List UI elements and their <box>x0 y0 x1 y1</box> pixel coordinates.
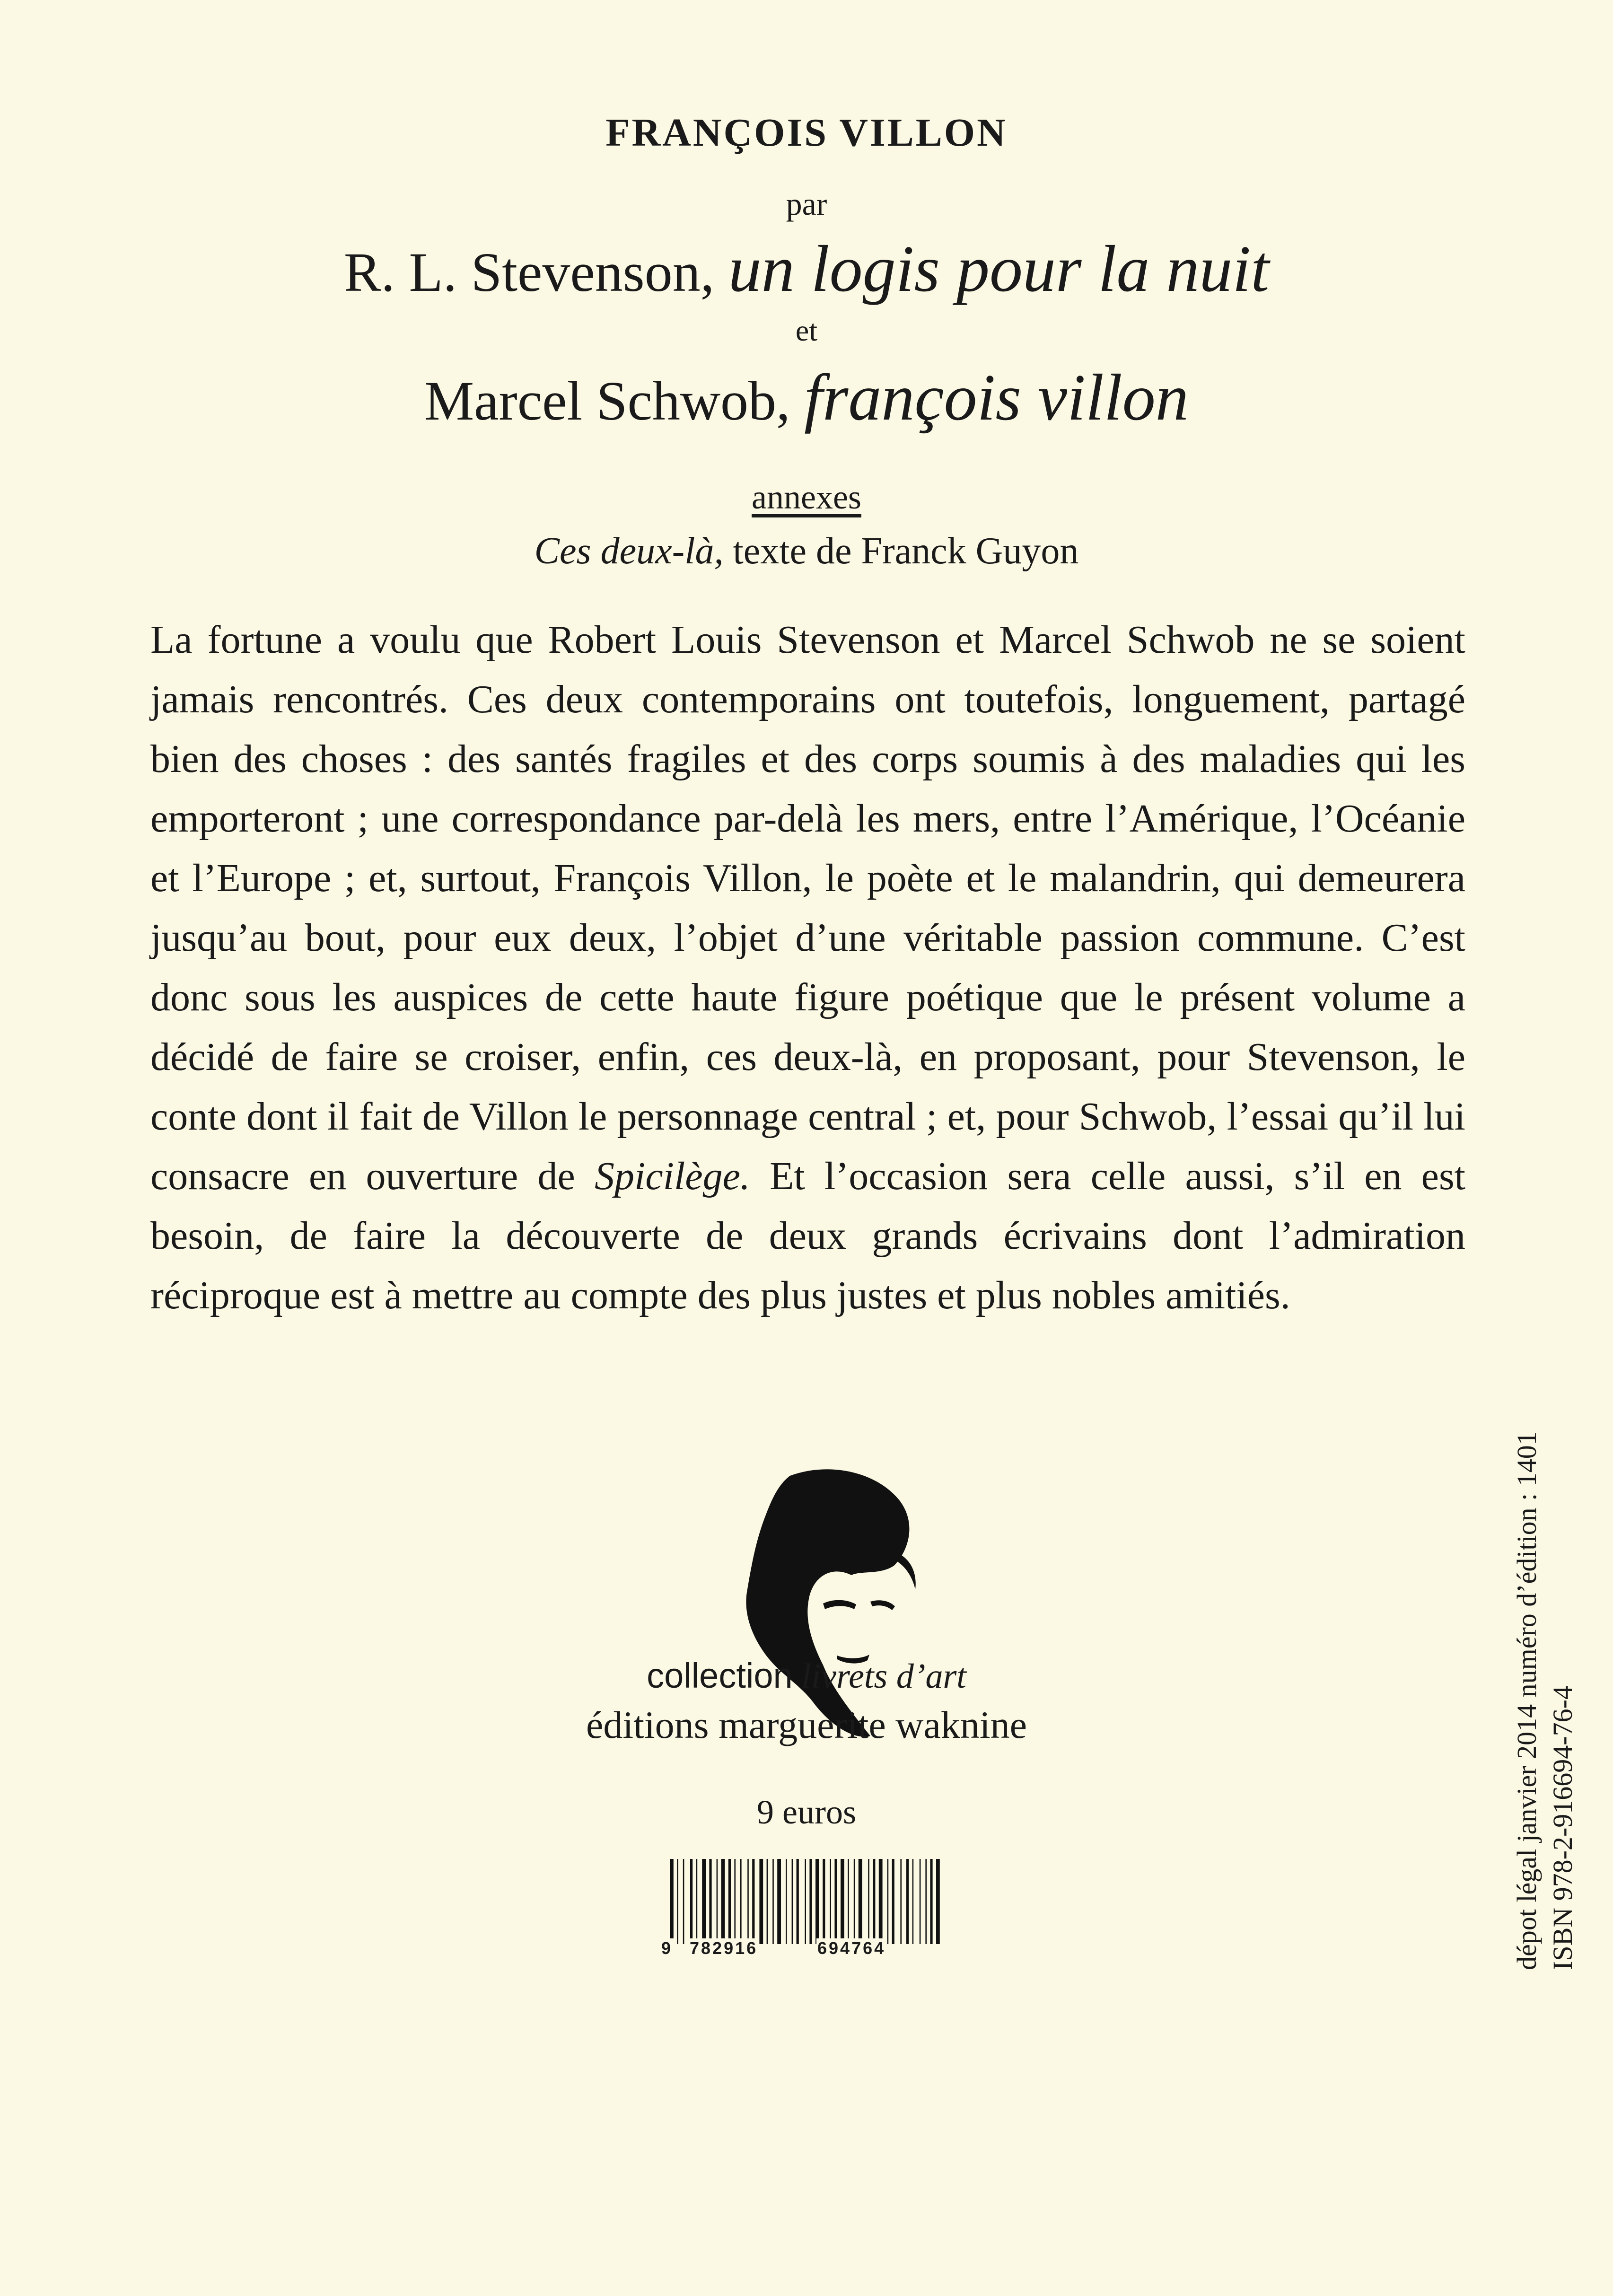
schwob-line <box>0 359 1613 436</box>
author-heading: FRANÇOIS VILLON <box>605 111 1008 155</box>
price: 9 euros <box>757 1793 856 1831</box>
legal-deposit-info <box>1509 1431 1581 1970</box>
barcode-digits-left: 782916 <box>690 1938 758 1958</box>
isbn-line: ISBN 978-2-916694-76-4 <box>1547 1686 1578 1970</box>
stevenson-title: un logis pour la nuit <box>728 232 1270 306</box>
et-label: et <box>795 314 818 347</box>
schwob-title: françois villon <box>804 361 1189 434</box>
schwob-author: Marcel Schwob, <box>424 370 805 432</box>
blurb-part-1: La fortune a voulu que Robert Louis Stevenson et Marcel Schwob ne se soient jamais rencontrés. Ces deux contemporains ont toutefois, longuement, partagé bien des choses : des santés fragiles et des corps soumis à des maladies qui les emporteront ; une correspondance par-delà les mers, entre l’Amérique, l’Océanie et l’Europe ; et, surtout, François Villon, le poète et le malandrin, qui demeurera jusqu’au bout, pour eux deux, l’objet d’une véritable passion commune. C’est donc sous les auspices de cette haute figure poétique que le présent volume a décidé de faire se croiser, enfin, ces deux-là, en proposant, pour Stevenson, le conte dont il fait de Villon le personnage central ; et, pour Schwob, l’essai qu’il lui consacre en ouverture de <box>150 618 1465 1198</box>
stevenson-line <box>0 231 1613 307</box>
annexe-title: Ces deux-là, <box>534 530 724 572</box>
legal-deposit-line: dépot légal janvier 2014 numéro d’édition : 1401 <box>1511 1431 1542 1970</box>
collection-name: livrets d’art <box>801 1657 966 1696</box>
annexes-label: annexes <box>752 478 861 516</box>
annexe-author: texte de Franck Guyon <box>723 530 1079 572</box>
blurb-paragraph <box>150 610 1465 1325</box>
annexe-line <box>0 530 1613 573</box>
blurb-part-2: Et l’occasion sera celle aussi, s’il en est besoin, de faire la découverte de deux grands écrivains dont l’admiration réciproque est à mettre au compte des plus justes et plus nobles amitiés. <box>150 1154 1465 1317</box>
blurb-italic-title: Spicilège. <box>595 1154 750 1198</box>
stevenson-author: R. L. Stevenson, <box>343 241 728 303</box>
barcode-digit-first: 9 <box>661 1938 673 1958</box>
barcode-digits-right: 694764 <box>817 1938 886 1958</box>
publisher-name: éditions marguerite waknine <box>586 1703 1027 1746</box>
par-label: par <box>786 186 827 222</box>
collection-line <box>0 1656 1613 1697</box>
collection-word: collection <box>647 1656 793 1695</box>
